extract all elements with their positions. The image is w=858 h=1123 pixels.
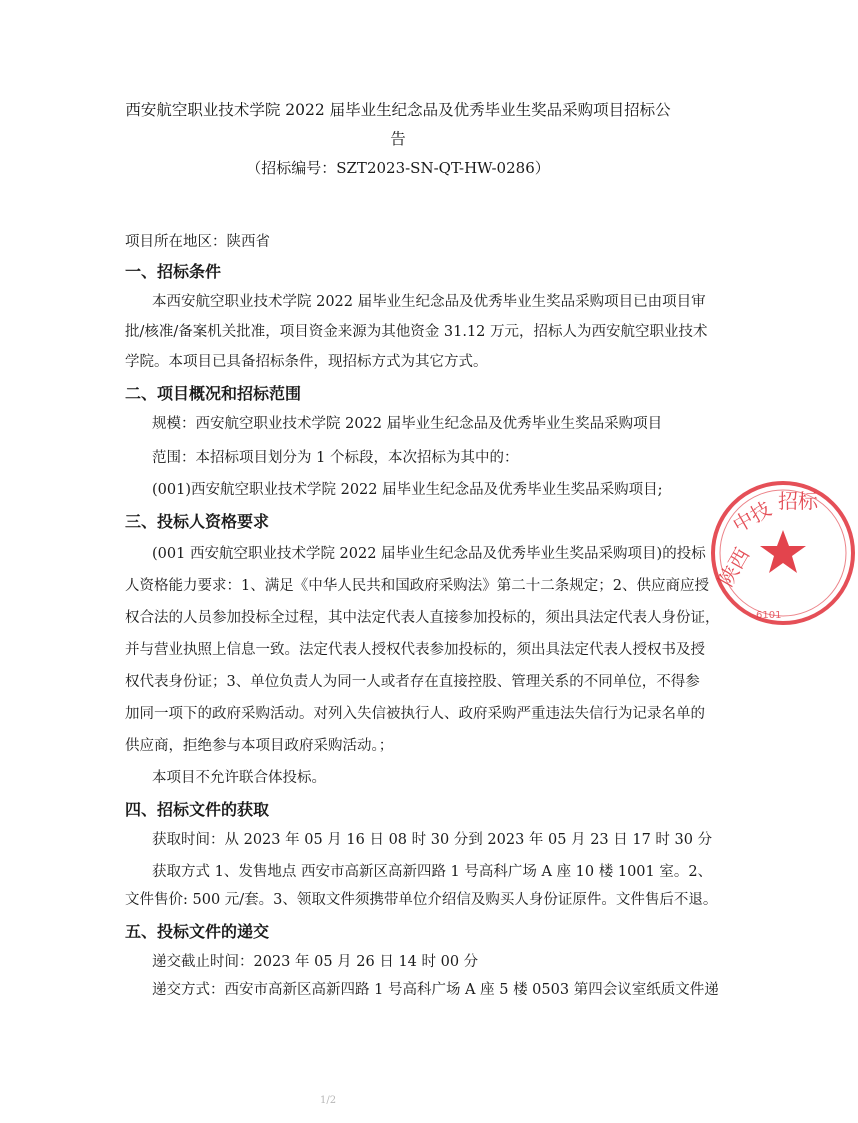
project-region: 项目所在地区：陕西省 bbox=[125, 234, 270, 250]
section-3-line: 权合法的人员参加投标全过程，其中法定代表人直接参加投标的，须出具法定代表人身份证， bbox=[125, 610, 720, 626]
company-seal bbox=[708, 478, 858, 628]
section-5-method: 递交方式：西安市高新区高新四路 1 号高科广场 A 座 5 楼 0503 第四会议室纸质文件递 bbox=[152, 982, 719, 998]
section-4-price: 文件售价: 500 元/套。3、领取文件须携带单位介绍信及购买人身份证原件。文件售后不退。 bbox=[125, 892, 718, 908]
svg-text:招标: 招标 bbox=[778, 489, 818, 513]
section-1-line: 本西安航空职业技术学院 2022 届毕业生纪念品及优秀毕业生奖品采购项目已由项目审 bbox=[152, 294, 706, 310]
section-2-heading: 二、项目概况和招标范围 bbox=[125, 384, 302, 403]
tender-number: （招标编号：SZT2023-SN-QT-HW-0286） bbox=[246, 159, 550, 177]
section-4-method: 获取方式 1、发售地点 西安市高新区高新四路 1 号高科广场 A 座 10 楼 1001 室。2、 bbox=[152, 864, 713, 880]
page-number: 1/2 bbox=[320, 1095, 337, 1106]
section-1-line: 学院。本项目已具备招标条件，现招标方式为其它方式。 bbox=[125, 354, 488, 370]
section-4-time: 获取时间：从 2023 年 05 月 16 日 08 时 30 分到 2023 年 05 月 23 日 17 时 30 分 bbox=[152, 832, 713, 848]
section-2-lot: (001)西安航空职业技术学院 2022 届毕业生纪念品及优秀毕业生奖品采购项目; bbox=[152, 482, 663, 498]
section-3-line: 加同一项下的政府采购活动。对列入失信被执行人、政府采购严重违法失信行为记录名单的 bbox=[125, 706, 705, 722]
section-2-scale: 规模：西安航空职业技术学院 2022 届毕业生纪念品及优秀毕业生奖品采购项目 bbox=[152, 416, 663, 432]
section-2-scope: 范围：本招标项目划分为 1 个标段，本次招标为其中的： bbox=[152, 450, 519, 466]
svg-text:6101: 6101 bbox=[756, 610, 782, 621]
section-5-deadline: 递交截止时间：2023 年 05 月 26 日 14 时 00 分 bbox=[152, 954, 479, 970]
section-3-line: 供应商，拒绝参与本项目政府采购活动。； bbox=[125, 738, 394, 754]
title-line-1: 西安航空职业技术学院 2022 届毕业生纪念品及优秀毕业生奖品采购项目招标公 bbox=[125, 101, 671, 119]
section-3-line: (001 西安航空职业技术学院 2022 届毕业生纪念品及优秀毕业生奖品采购项目)的投标 bbox=[152, 546, 706, 562]
document-title bbox=[110, 96, 686, 154]
title-line-2: 告 bbox=[390, 130, 406, 148]
section-5-heading: 五、投标文件的递交 bbox=[125, 922, 270, 941]
section-1-heading: 一、招标条件 bbox=[125, 262, 222, 281]
svg-text:陕西: 陕西 bbox=[713, 543, 755, 591]
section-3-consortium: 本项目不允许联合体投标。 bbox=[152, 770, 326, 786]
svg-text:中技: 中技 bbox=[728, 496, 776, 538]
section-3-line: 权代表身份证；3、单位负责人为同一人或者存在直接控股、管理关系的不同单位，不得参 bbox=[125, 674, 700, 690]
section-4-heading: 四、招标文件的获取 bbox=[125, 800, 270, 819]
section-3-heading: 三、投标人资格要求 bbox=[125, 512, 270, 531]
section-3-line: 人资格能力要求：1、满足《中华人民共和国政府采购法》第二十二条规定；2、供应商应授 bbox=[125, 578, 709, 594]
section-3-line: 并与营业执照上信息一致。法定代表人授权代表参加投标的，须出具法定代表人授权书及授 bbox=[125, 642, 705, 658]
section-1-line: 批/核准/备案机关批准，项目资金来源为其他资金 31.12 万元，招标人为西安航空职业技术 bbox=[125, 324, 708, 340]
